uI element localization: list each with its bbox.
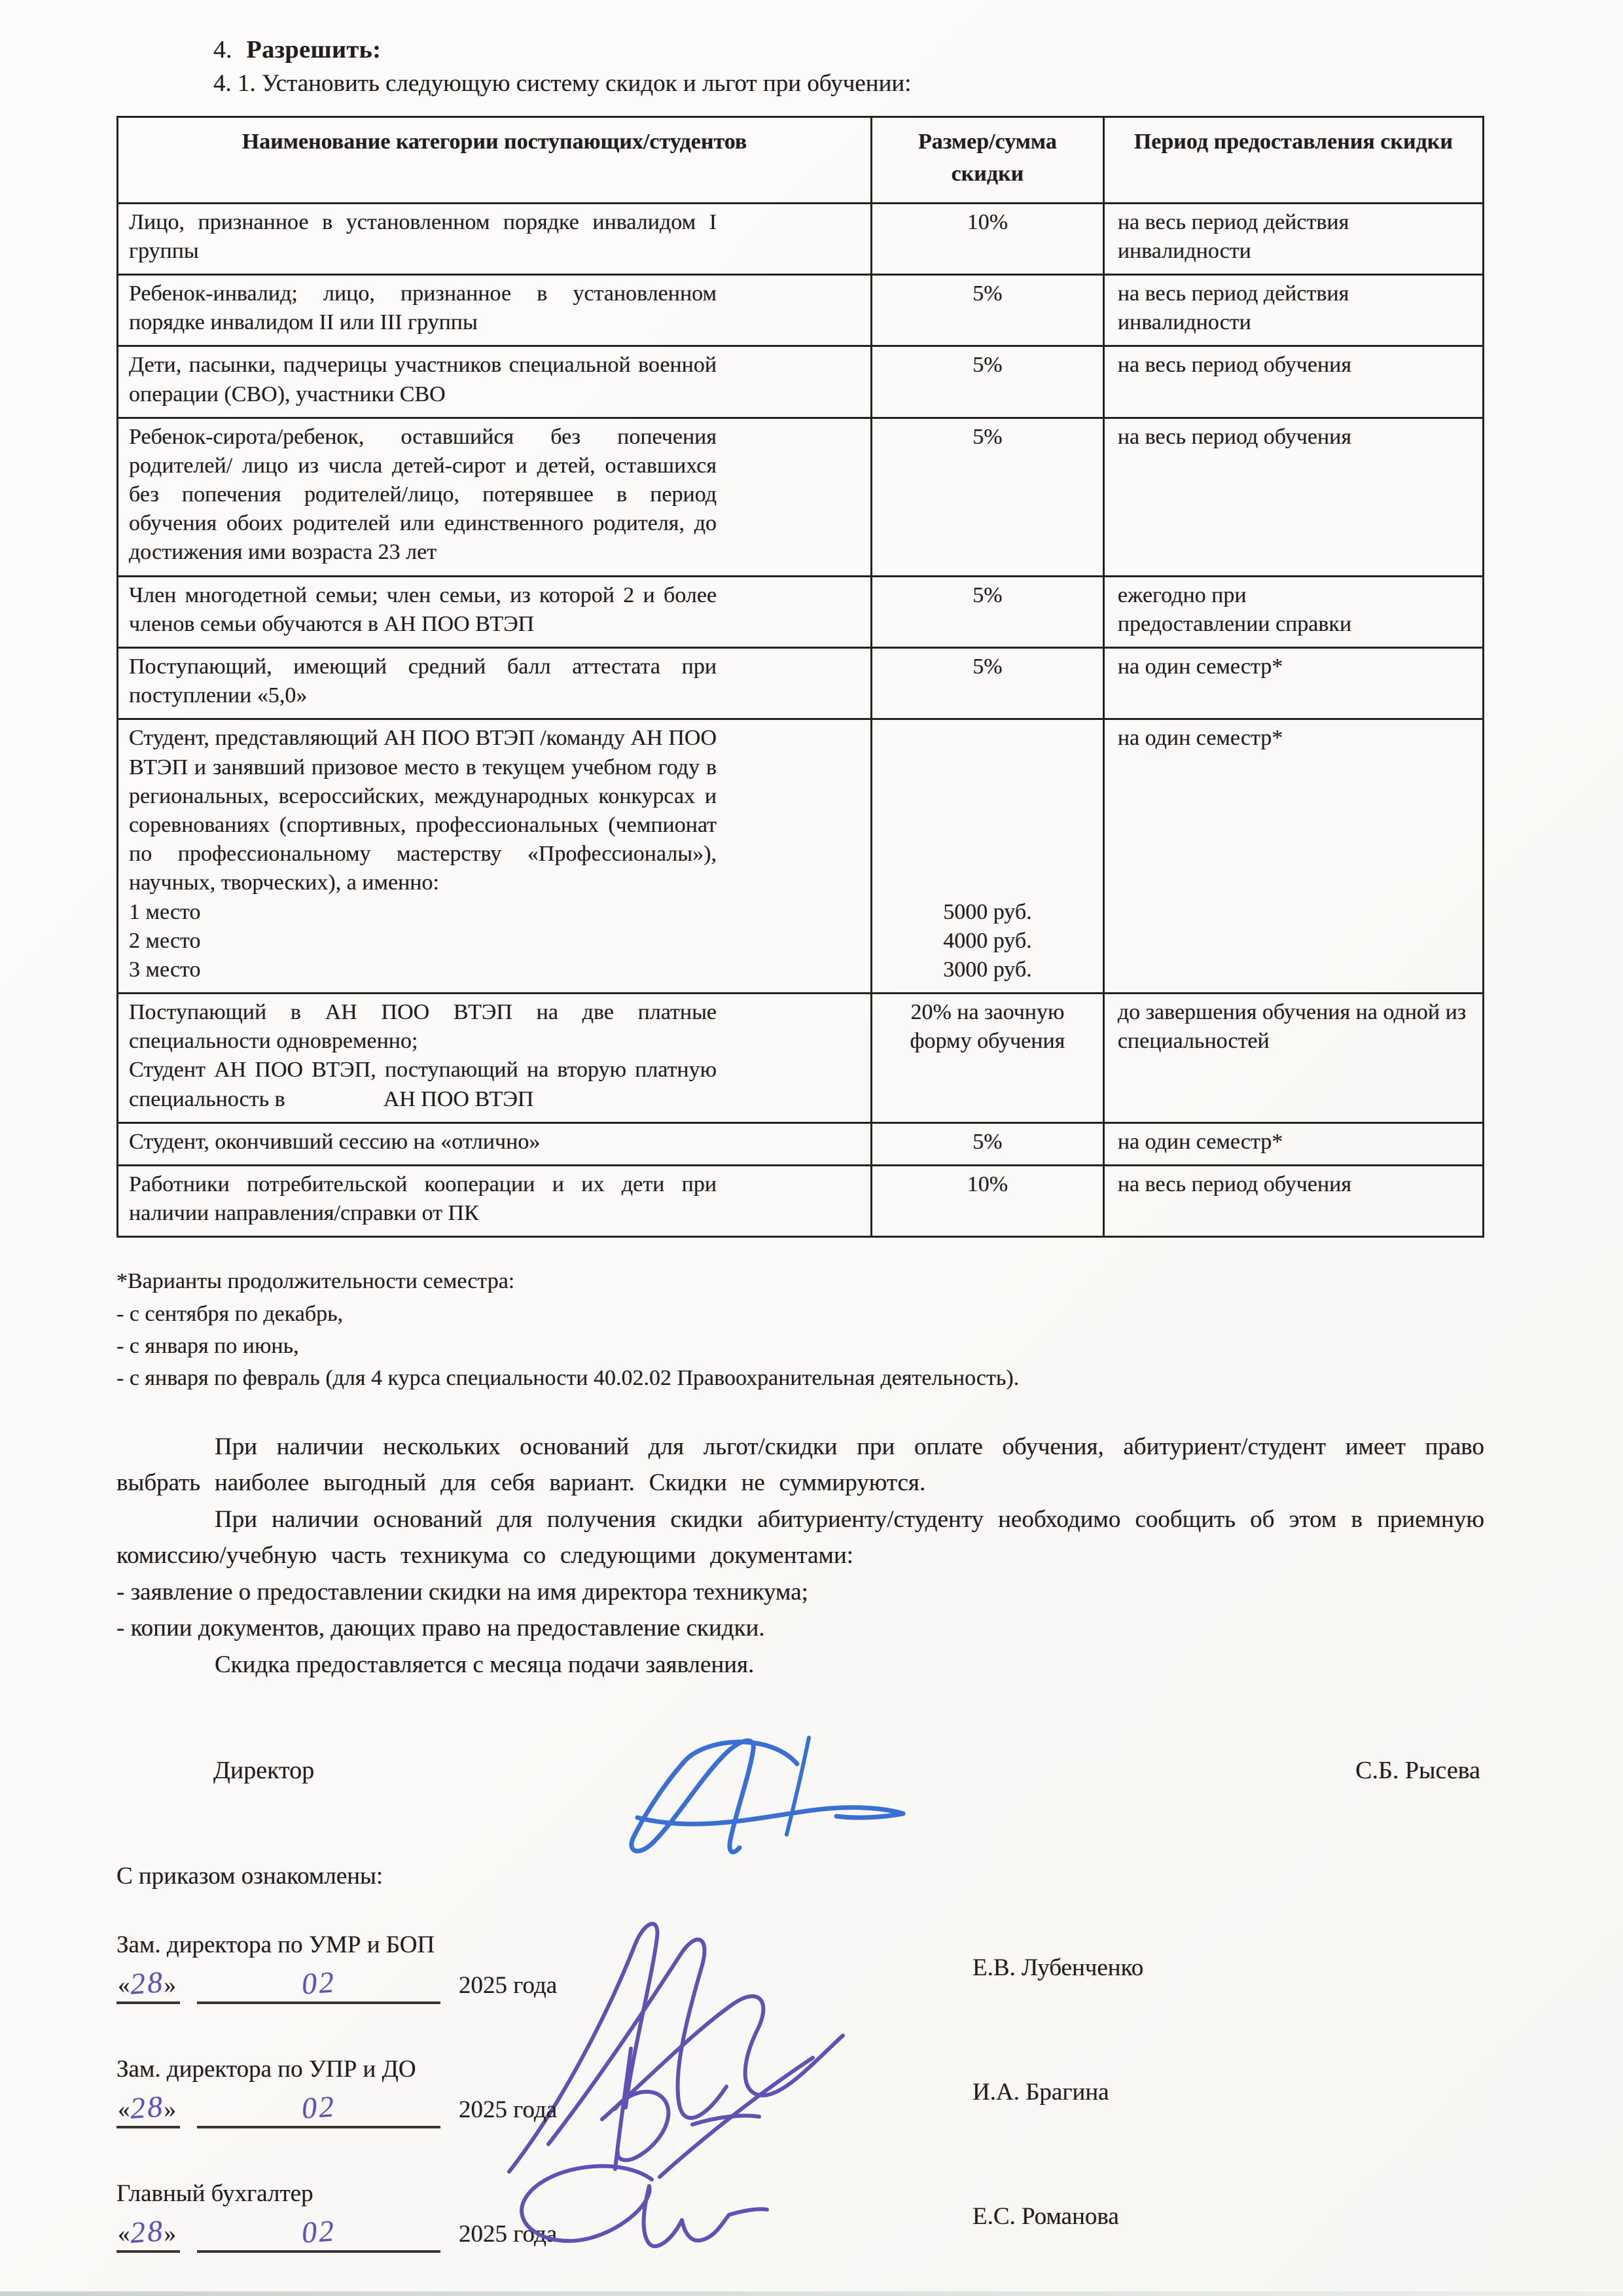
- table-row: [118, 994, 1484, 1123]
- period-cell: [1103, 994, 1483, 1123]
- size-cell: 10%: [872, 203, 1104, 274]
- period-line: ежегодно при: [1117, 583, 1247, 607]
- category-text: Студент, представляющий АН ПОО ВТЭП /команду АН ПОО ВТЭП и занявший призовое место в текущем учебном году в региональных, всероссийских, международных конкурсах и соревнованиях (спортивных, профессиональных (чемпионат по профессиональному мастерству «Профессионалы»), научных, творческих), а именно:: [129, 726, 717, 895]
- period-line: инвалидности: [1117, 310, 1251, 335]
- closing-line: Скидка предоставляется с месяца подачи заявления.: [215, 1651, 755, 1678]
- officer-date-line: [116, 2214, 972, 2253]
- table-row: [118, 346, 1484, 418]
- category-cell: Член многодетной семьи; член семьи, из которой 2 и более членов семьи обучаются в АН ПОО ВТЭП: [118, 576, 872, 647]
- bullet-copies: - копии документов, дающих право на предоставление скидки.: [116, 1615, 765, 1642]
- category-cell: [118, 994, 872, 1123]
- period-cell: [1103, 203, 1483, 274]
- period-cell: на один семестр*: [1103, 648, 1483, 719]
- month-field: [197, 1965, 440, 2004]
- quote-close: »: [164, 1972, 176, 2000]
- footnote-title: *Варианты продолжительности семестра:: [116, 1269, 515, 1294]
- officer-block-upr: [116, 2055, 1484, 2128]
- category-cell: Ребенок-сирота/ребенок, оставшийся без попечения родителей/ лицо из числа детей-сирот и детей, оставшихся без попечения родителей/лицо, потерявшее в период обучения обоих родителей или единственного родителя, до достижения ими возраста 23 лет: [118, 418, 872, 576]
- paragraph-notify: При наличии оснований для получения скидки абитуриенту/студенту необходимо сообщить об этом в приемную комиссию/учебную часть техникума со следующими документами:: [116, 1505, 1484, 1570]
- table-row: [118, 274, 1484, 346]
- officer-name: И.А. Брагина: [972, 2078, 1109, 2106]
- category-cell: Ребенок-инвалид; лицо, признанное в установленном порядке инвалидом II или III группы: [118, 274, 872, 346]
- officer-left: [116, 2055, 972, 2128]
- category-cell: [118, 719, 872, 994]
- terms-text: [116, 1429, 1484, 1683]
- category-text-part: АН ПОО ВТЭП: [383, 1086, 534, 1111]
- officer-block-umr: [116, 1931, 1484, 2004]
- period-line: одной из специальностей: [1117, 1000, 1467, 1054]
- quote-open: «: [118, 1972, 130, 2000]
- officer-name: Е.С. Романова: [972, 2202, 1119, 2230]
- quote-open: «: [118, 2096, 130, 2124]
- period-cell: [1103, 576, 1483, 647]
- semester-footnote: [116, 1265, 1484, 1394]
- period-line: инвалидности: [1117, 238, 1251, 263]
- handwritten-month: 02: [300, 1965, 337, 2001]
- officer-name: Е.В. Лубенченко: [972, 1954, 1144, 1981]
- place-line: 3 место: [129, 957, 201, 982]
- category-cell: Лицо, признанное в установленном порядке инвалидом I группы: [118, 203, 872, 274]
- officer-date-line: [116, 1965, 972, 2004]
- director-signature-row: [116, 1756, 1484, 1785]
- discounts-table: [116, 116, 1484, 1238]
- handwritten-month: 02: [300, 2089, 337, 2125]
- period-line: предоставлении справки: [1117, 611, 1352, 636]
- column-header-period: Период предоставления скидки: [1103, 117, 1483, 204]
- heading-title: Разрешить: [246, 36, 373, 63]
- month-field: [197, 2090, 440, 2128]
- section-heading: [116, 35, 1484, 64]
- column-header-size: Размер/сумма скидки: [872, 117, 1104, 204]
- category-cell: Работники потребительской кооперации и их дети при наличии направления/справки от ПК: [118, 1166, 872, 1237]
- day-field: [116, 1965, 180, 2004]
- category-text-part: Студент АН ПОО ВТЭП, поступающий на вторую платную специальность в: [129, 1058, 717, 1111]
- officer-date-line: [116, 2090, 972, 2128]
- table-row: [118, 719, 1484, 994]
- size-cell: 5%: [872, 576, 1104, 647]
- table-row: [118, 1166, 1484, 1237]
- director-signature-ink: [601, 1718, 915, 1882]
- heading-colon: :: [372, 36, 382, 63]
- size-cell: 10%: [872, 1166, 1104, 1237]
- handwritten-day: 28: [128, 2089, 166, 2125]
- category-cell: Студент, окончивший сессию на «отлично»: [118, 1122, 872, 1165]
- table-row: [118, 576, 1484, 647]
- category-text: [129, 1056, 717, 1113]
- table-header-row: [118, 117, 1484, 204]
- size-cell: 5%: [872, 274, 1104, 346]
- year-label: 2025 года: [459, 1972, 558, 2000]
- footnote-item: - с января по февраль (для 4 курса специальности 40.02.02 Правоохранительная деятельность).: [116, 1366, 1020, 1391]
- place-line: 1 место: [129, 899, 201, 924]
- officer-left: [116, 1931, 972, 2004]
- handwritten-day: 28: [128, 1965, 166, 2001]
- table-row: [118, 648, 1484, 719]
- period-cell: [1103, 274, 1483, 346]
- period-cell: на весь период обучения: [1103, 346, 1483, 418]
- period-line: на весь период действия: [1117, 209, 1349, 234]
- month-field: [197, 2214, 440, 2253]
- year-label: 2025 года: [459, 2096, 558, 2124]
- heading-number: 4.: [213, 36, 232, 63]
- period-cell: на один семестр*: [1103, 719, 1483, 994]
- table-row: [118, 203, 1484, 274]
- table-row: [118, 418, 1484, 576]
- officer-role: Зам. директора по УМР и БОП: [116, 1931, 435, 1959]
- quote-close: »: [164, 2221, 176, 2248]
- size-cell: 5%: [872, 1122, 1104, 1165]
- day-field: [116, 2214, 180, 2253]
- officer-left: [116, 2179, 972, 2253]
- period-cell: на весь период обучения: [1103, 1166, 1483, 1237]
- category-cell: Поступающий, имеющий средний балл аттестата при поступлении «5,0»: [118, 648, 872, 719]
- category-cell: Дети, пасынки, падчерицы участников специальной военной операции (СВО), участники СВО: [118, 346, 872, 418]
- amount-line: 5000 руб.: [943, 899, 1032, 924]
- director-role: Директор: [213, 1757, 315, 1785]
- footnote-item: - с января по июнь,: [116, 1334, 299, 1358]
- category-text: Поступающий в АН ПОО ВТЭП на две платные специальности одновременно;: [129, 1000, 717, 1054]
- size-cell: 5%: [872, 346, 1104, 418]
- section-subheading: 4. 1. Установить следующую систему скидок и льгот при обучении:: [213, 70, 912, 97]
- size-cell: [872, 719, 1104, 994]
- period-line: на весь период действия: [1117, 281, 1349, 306]
- period-line: до завершения обучения на: [1117, 1000, 1378, 1025]
- handwritten-month: 02: [300, 2214, 337, 2250]
- footnote-item: - с сентября по декабрь,: [116, 1301, 344, 1326]
- day-field: [116, 2090, 180, 2128]
- place-line: 2 место: [129, 928, 201, 953]
- director-name: С.Б. Рысева: [1355, 1757, 1480, 1785]
- size-cell: 5%: [872, 648, 1104, 719]
- handwritten-day: 28: [128, 2214, 166, 2250]
- bullet-application: - заявление о предоставлении скидки на имя директора техникума;: [116, 1578, 808, 1605]
- officer-block-accountant: [116, 2179, 1484, 2253]
- year-label: 2025 года: [459, 2221, 558, 2248]
- paragraph-no-stacking: При наличии нескольких оснований для льгот/скидки при оплате обучения, абитуриент/студент имеет право выбрать наиболее выгодный для себя вариант. Скидки не суммируются.: [116, 1433, 1484, 1497]
- amount-line: 4000 руб.: [943, 928, 1032, 953]
- acknowledged-label: С приказом ознакомлены:: [116, 1863, 383, 1890]
- amount-line: 3000 руб.: [943, 957, 1032, 982]
- period-cell: на весь период обучения: [1103, 418, 1483, 576]
- quote-open: «: [118, 2221, 130, 2248]
- quote-close: »: [164, 2096, 176, 2124]
- officer-role: Зам. директора по УПР и ДО: [116, 2056, 416, 2083]
- period-cell: на один семестр*: [1103, 1122, 1483, 1165]
- officer-role: Главный бухгалтер: [116, 2180, 313, 2208]
- table-row: [118, 1122, 1484, 1165]
- size-cell: 20% на заочную форму обучения: [872, 994, 1104, 1123]
- column-header-category: Наименование категории поступающих/студентов: [118, 117, 872, 204]
- size-cell: 5%: [872, 418, 1104, 576]
